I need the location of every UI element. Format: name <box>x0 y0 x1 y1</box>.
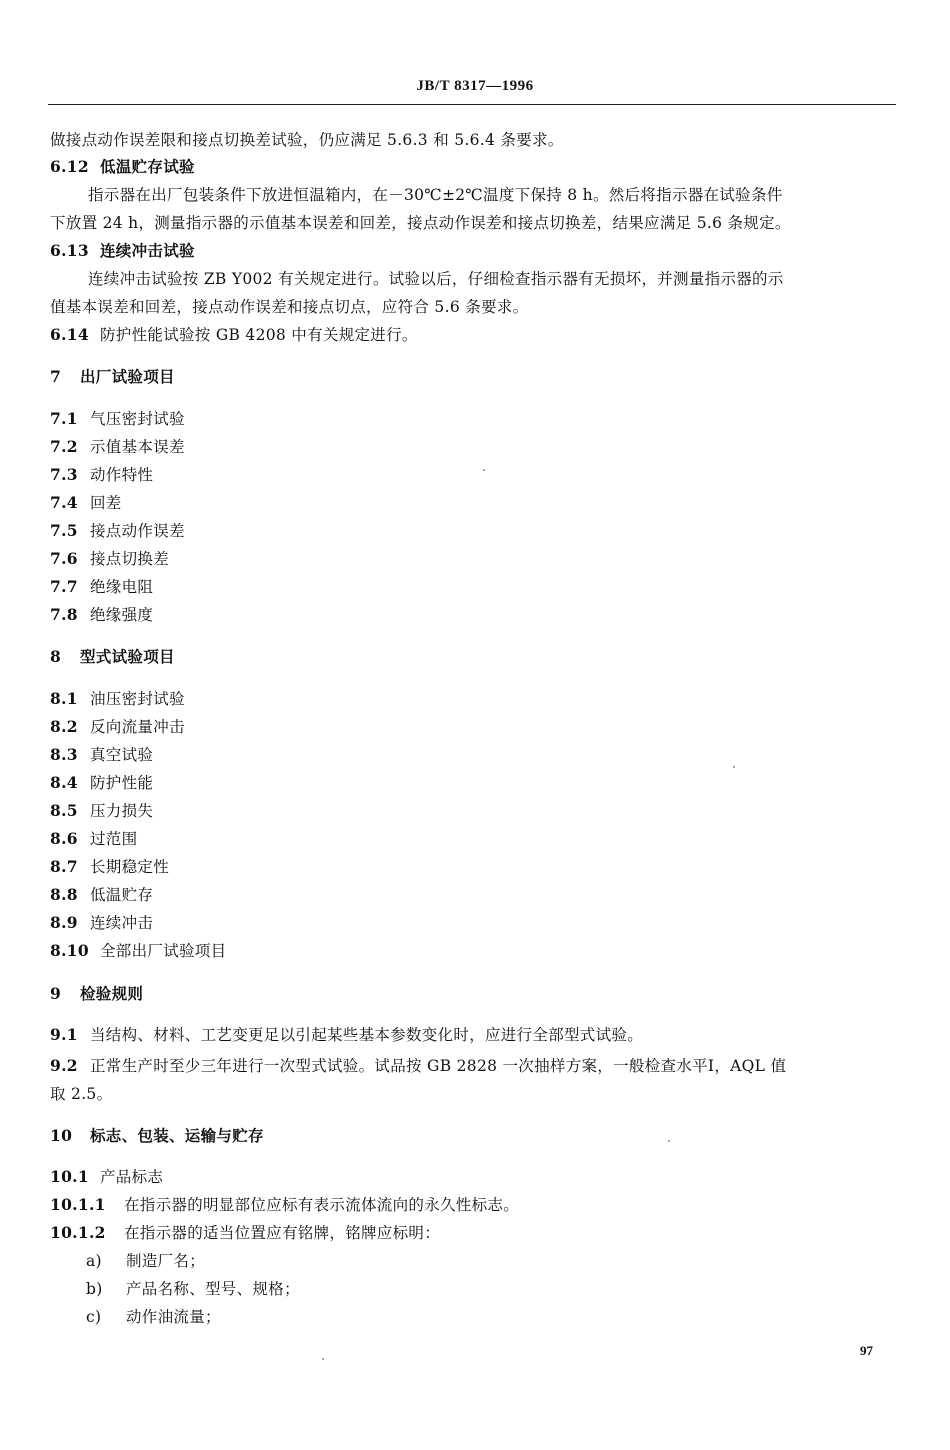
header-rule <box>48 104 896 105</box>
page-header-doc-code: JB/T 8317—1996 <box>416 78 534 94</box>
list-item <box>50 605 153 625</box>
item-number: 7.8 <box>50 605 78 624</box>
clause-number: 10.1.1 <box>50 1195 106 1214</box>
list-text: 产品名称、型号、规格； <box>126 1280 300 1298</box>
item-label: 防护性能 <box>90 774 154 792</box>
paragraph-line: 指示器在出厂包装条件下放进恒温箱内，在－30℃±2℃温度下保持 8 h。然后将指示器在试验条件 <box>88 186 783 204</box>
list-marker: a) <box>86 1252 102 1270</box>
section-number: 7 <box>50 367 62 386</box>
item-label: 绝缘电阻 <box>90 578 154 596</box>
item-label: 长期稳定性 <box>90 858 170 876</box>
section-title: 标志、包装、运输与贮存 <box>90 1126 264 1145</box>
item-number: 7.4 <box>50 493 78 512</box>
item-number: 8.6 <box>50 829 78 848</box>
section-number: 6.12 <box>50 157 89 176</box>
section-6-12-heading <box>50 157 195 177</box>
section-title: 出厂试验项目 <box>80 367 175 386</box>
item-label: 过范围 <box>90 830 138 848</box>
item-number: 7.5 <box>50 521 78 540</box>
item-label: 真空试验 <box>90 746 154 764</box>
section-8-heading <box>50 647 175 667</box>
section-10-heading <box>50 1126 264 1146</box>
paragraph-line: 下放置 24 h，测量指示器的示值基本误差和回差，接点动作误差和接点切换差，结果应满足 5.6 条规定。 <box>50 214 791 232</box>
list-item <box>50 857 169 877</box>
list-item <box>50 885 153 905</box>
scan-speck <box>668 1140 670 1142</box>
item-number: 7.2 <box>50 437 78 456</box>
item-label: 油压密封试验 <box>90 690 185 708</box>
item-number: 8.9 <box>50 913 78 932</box>
clause-text: 正常生产时至少三年进行一次型式试验。试品按 GB 2828 一次抽样方案，一般检查水平Ⅰ，AQL 值 <box>90 1057 787 1075</box>
item-number: 8.8 <box>50 885 78 904</box>
list-item <box>50 465 153 485</box>
list-item <box>86 1307 221 1327</box>
section-title: 连续冲击试验 <box>100 241 195 260</box>
page-number: 97 <box>860 1343 873 1358</box>
list-marker: c) <box>86 1308 102 1326</box>
item-number: 8.2 <box>50 717 78 736</box>
list-item <box>50 493 122 513</box>
scan-speck <box>733 766 735 768</box>
list-item <box>50 409 185 429</box>
section-6-13-heading <box>50 241 195 261</box>
list-item <box>50 773 153 793</box>
list-item <box>86 1279 300 1299</box>
item-label: 回差 <box>90 494 122 512</box>
item-label: 绝缘强度 <box>90 606 154 624</box>
paragraph-line: 值基本误差和回差，接点动作误差和接点切点，应符合 5.6 条要求。 <box>50 298 529 316</box>
clause-9-1 <box>50 1025 643 1045</box>
item-label: 示值基本误差 <box>90 438 185 456</box>
list-item <box>50 437 185 457</box>
clause-text: 当结构、材料、工艺变更足以引起某些基本参数变化时，应进行全部型式试验。 <box>90 1026 644 1044</box>
list-item <box>50 549 169 569</box>
item-number: 7.6 <box>50 549 78 568</box>
list-item <box>50 829 137 849</box>
section-title: 检验规则 <box>80 984 144 1003</box>
section-title: 型式试验项目 <box>80 647 175 666</box>
clause-10-1 <box>50 1167 163 1187</box>
clause-text: 在指示器的明显部位应标有表示流体流向的永久性标志。 <box>124 1196 520 1214</box>
item-number: 8.10 <box>50 941 89 960</box>
item-number: 8.5 <box>50 801 78 820</box>
item-label: 接点动作误差 <box>90 522 185 540</box>
item-number: 7.3 <box>50 465 78 484</box>
section-number: 8 <box>50 647 62 666</box>
list-text: 制造厂名； <box>126 1252 206 1270</box>
section-number: 9 <box>50 984 62 1003</box>
clause-title: 产品标志 <box>100 1168 164 1186</box>
item-label: 全部出厂试验项目 <box>100 942 227 960</box>
paragraph-line: 连续冲击试验按 ZB Y002 有关规定进行。试验以后，仔细检查指示器有无损坏，并测量指示器的示 <box>88 270 784 288</box>
paragraph-line: 取 2.5。 <box>50 1085 113 1103</box>
scan-speck <box>322 1358 324 1360</box>
section-9-heading <box>50 984 143 1004</box>
item-number: 7.7 <box>50 577 78 596</box>
section-6-14-line <box>50 325 418 345</box>
item-number: 8.1 <box>50 689 78 708</box>
item-label: 气压密封试验 <box>90 410 185 428</box>
scan-speck <box>483 469 485 471</box>
clause-10-1-2 <box>50 1223 440 1243</box>
list-item <box>50 801 153 821</box>
list-item <box>50 745 153 765</box>
section-number: 6.13 <box>50 241 89 260</box>
item-number: 8.3 <box>50 745 78 764</box>
list-item <box>50 521 185 541</box>
paragraph-line: 做接点动作误差限和接点切换差试验，仍应满足 5.6.3 和 5.6.4 条要求。 <box>50 131 564 149</box>
section-number: 10 <box>50 1126 73 1145</box>
list-item <box>50 913 153 933</box>
clause-text: 在指示器的适当位置应有铭牌，铭牌应标明： <box>124 1224 441 1242</box>
item-label: 低温贮存 <box>90 886 154 904</box>
clause-number: 9.1 <box>50 1025 78 1044</box>
section-7-heading <box>50 367 175 387</box>
item-label: 动作特性 <box>90 466 154 484</box>
clause-10-1-1 <box>50 1195 519 1215</box>
item-number: 8.4 <box>50 773 78 792</box>
list-item <box>50 577 153 597</box>
item-label: 反向流量冲击 <box>90 718 185 736</box>
item-label: 压力损失 <box>90 802 154 820</box>
clause-number: 9.2 <box>50 1056 78 1075</box>
clause-number: 10.1.2 <box>50 1223 106 1242</box>
clause-9-2 <box>50 1056 786 1076</box>
item-number: 8.7 <box>50 857 78 876</box>
list-marker: b) <box>86 1280 103 1298</box>
item-label: 接点切换差 <box>90 550 170 568</box>
list-item <box>86 1251 205 1271</box>
item-label: 连续冲击 <box>90 914 154 932</box>
list-item <box>50 689 185 709</box>
clause-number: 10.1 <box>50 1167 89 1186</box>
list-item <box>50 941 226 961</box>
section-number: 6.14 <box>50 325 89 344</box>
list-text: 动作油流量； <box>126 1308 221 1326</box>
item-number: 7.1 <box>50 409 78 428</box>
section-title: 低温贮存试验 <box>100 157 195 176</box>
section-text: 防护性能试验按 GB 4208 中有关规定进行。 <box>100 326 418 344</box>
list-item <box>50 717 185 737</box>
